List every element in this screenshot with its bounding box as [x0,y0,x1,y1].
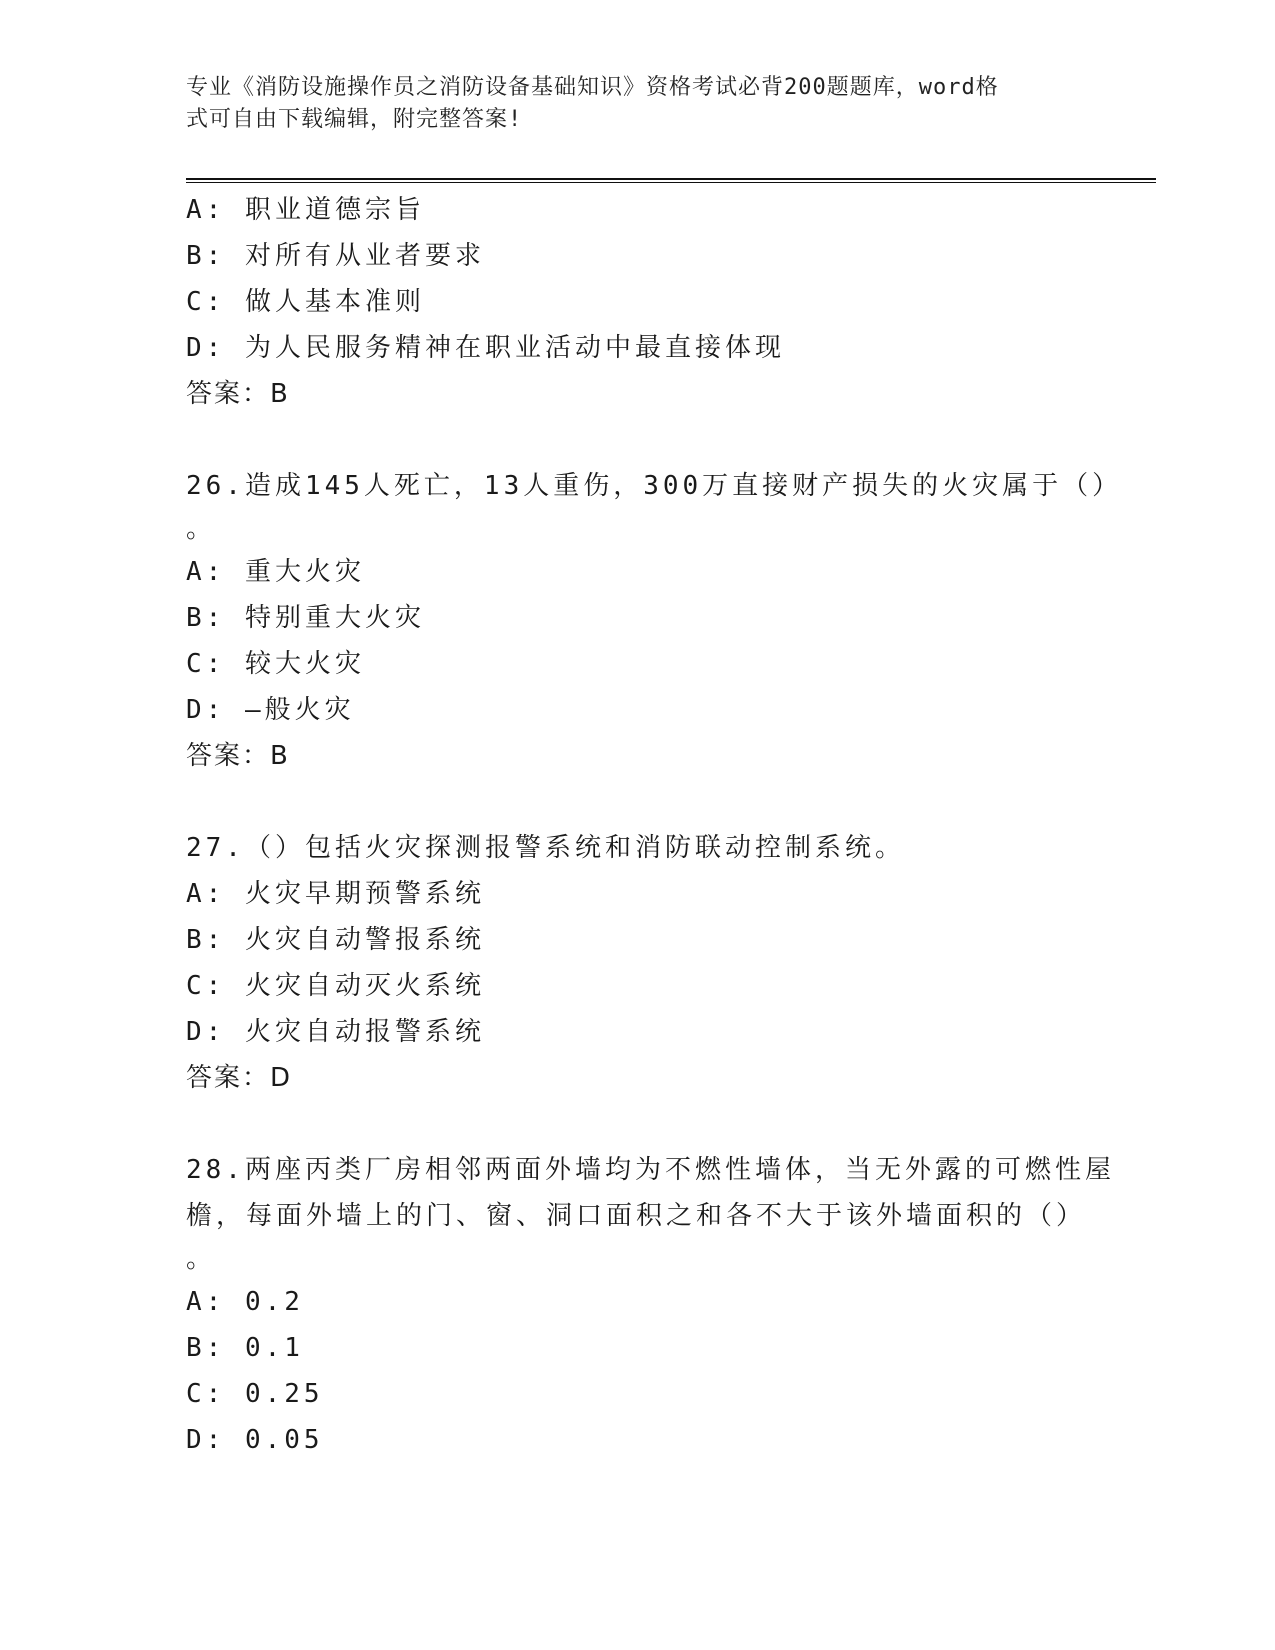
question-line-1: 28.两座丙类厂房相邻两面外墙均为不燃性墙体，当无外露的可燃性屋 [186,1155,1115,1185]
question-line-1: 26.造成145人死亡，13人重伤，300万直接财产损失的火灾属于（） [186,471,1123,501]
question-line-2: 檐，每面外墙上的门、窗、洞口面积之和各不大于该外墙面积的（） [186,1201,1087,1231]
question-line-1: 27.（）包括火灾探测报警系统和消防联动控制系统。 [186,833,905,863]
option-b: B: 0.1 [186,1333,304,1363]
question-25-options [186,187,1086,417]
answer-line: 答案：D [186,1063,293,1093]
question-28 [186,1147,1115,1463]
option-c: C: 较大火灾 [186,649,365,679]
question-tail: 。 [186,1244,217,1274]
answer-line: 答案：B [186,379,290,409]
option-d: D: 火灾自动报警系统 [186,1017,485,1047]
option-a: A: 职业道德宗旨 [186,195,425,225]
option-a: A: 火灾早期预警系统 [186,879,485,909]
question-26 [186,463,1123,779]
option-a: A: 0.2 [186,1287,304,1317]
header-divider [186,178,1156,183]
option-d: D: 为人民服务精神在职业活动中最直接体现 [186,333,785,363]
header-line-2: 式可自由下载编辑，附完整答案! [186,107,523,132]
option-d: D: —般火灾 [186,695,355,725]
question-list [186,187,1123,1463]
page-header [186,72,1066,136]
option-c: C: 0.25 [186,1379,324,1409]
question-text [186,463,1123,549]
answer-line: 答案：B [186,741,290,771]
question-text [186,1147,1115,1279]
question-27 [186,825,1086,1101]
option-d: D: 0.05 [186,1425,324,1455]
option-c: C: 火灾自动灭火系统 [186,971,485,1001]
question-tail: 。 [186,514,217,544]
option-b: B: 特别重大火灾 [186,603,425,633]
option-a: A: 重大火灾 [186,557,365,587]
option-c: C: 做人基本准则 [186,287,425,317]
option-b: B: 对所有从业者要求 [186,241,485,271]
option-b: B: 火灾自动警报系统 [186,925,485,955]
header-line-1: 专业《消防设施操作员之消防设备基础知识》资格考试必背200题题库，word格 [186,75,999,100]
